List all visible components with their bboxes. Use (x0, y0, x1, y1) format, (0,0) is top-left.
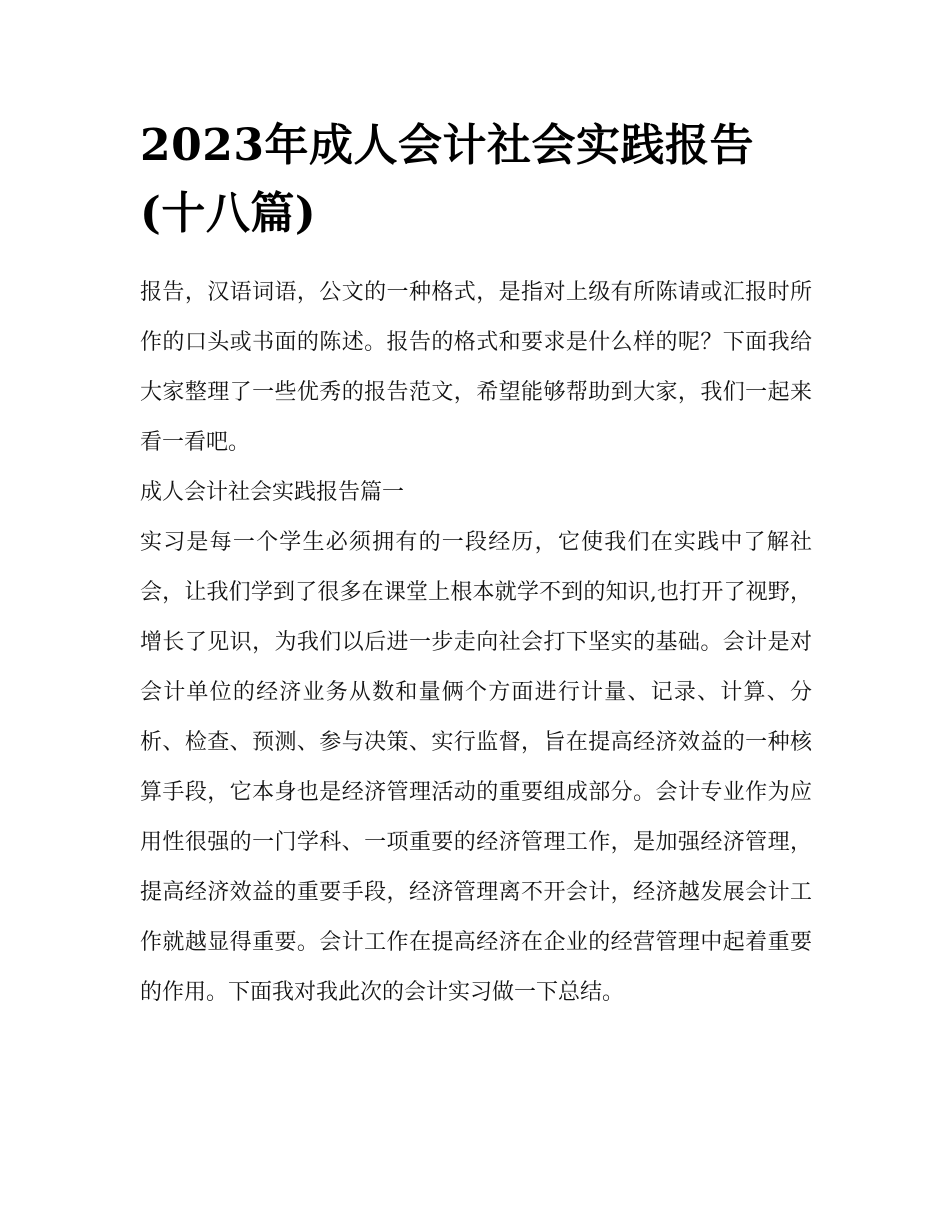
document-page (140, 112, 812, 1018)
body-paragraph: 实习是每一个学生必须拥有的一段经历，它使我们在实践中了解社会，让我们学到了很多在课堂上根本就学不到的知识,也打开了视野，增长了见识，为我们以后进一步走向社会打下坚实的基础。会计是对会计单位的经济业务从数和量俩个方面进行计量、记录、计算、分析、检查、预测、参与决策、实行监督，旨在提高经济效益的一种核算手段，它本身也是经济管理活动的重要组成部分。会计专业作为应用性很强的一门学科、一项重要的经济管理工作，是加强经济管理，提高经济效益的重要手段，经济管理离不开会计，经济越发展会计工作就越显得重要。会计工作在提高经济在企业的经营管理中起着重要的作用。下面我对我此次的会计实习做一下总结。 (140, 530, 812, 1005)
section-heading: 成人会计社会实践报告篇一 (140, 480, 405, 505)
document-title (140, 112, 812, 248)
document-title-line2: (十八篇) (140, 188, 317, 239)
intro-paragraph: 报告，汉语词语，公文的一种格式，是指对上级有所陈请或汇报时所作的口头或书面的陈述。报告的格式和要求是什么样的呢？下面我给大家整理了一些优秀的报告范文，希望能够帮助到大家，我们一起来看一看吧。 (140, 280, 812, 455)
document-title-line1: 2023年成人会计社会实践报告 (140, 120, 754, 171)
